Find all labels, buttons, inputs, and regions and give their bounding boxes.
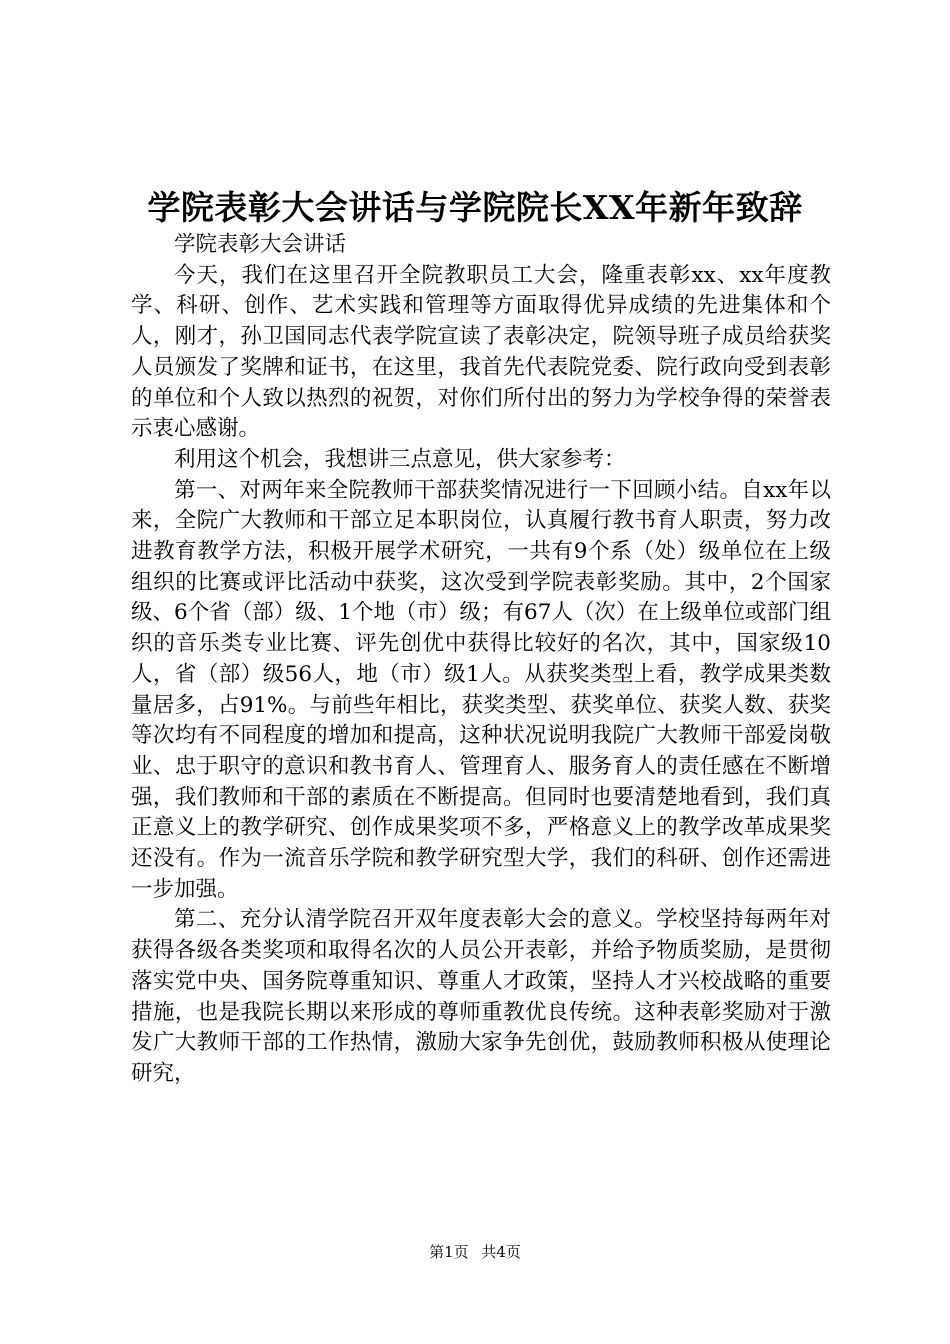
document-body [131,230,831,1090]
page-footer [0,1241,950,1263]
body-paragraph: 第一、对两年来全院教师干部获奖情况进行一下回顾小结。自xx年以来，全院广大教师和干部立足本职岗位，认真履行教书育人职责，努力改进教育教学方法，积极开展学术研究，一共有9个系（处）级单位在上级组织的比赛或评比活动中获奖，这次受到学院表彰奖励。其中，2个国家级、6个省（部）级、1个地（市）级；有67人（次）在上级单位或部门组织的音乐类专业比赛、评先创优中获得比较好的名次，其中，国家级10人，省（部）级56人，地（市）级1人。从获奖类型上看，教学成果类数量居多，占91%。与前些年相比，获奖类型、获奖单位、获奖人数、获奖等次均有不同程度的增加和提高，这种状况说明我院广大教师干部爱岗敬业、忠于职守的意识和教书育人、管理育人、服务育人的责任感在不断增强，我们教师和干部的素质在不断提高。但同时也要清楚地看到，我们真正意义上的教学研究、创作成果奖项不多，严格意义上的教学改革成果奖还没有。作为一流音乐学院和教学研究型大学，我们的科研、创作还需进一步加强。 [131,477,831,902]
page-total: 共4页 [481,1243,521,1261]
section-heading: 学院表彰大会讲话 [174,232,347,257]
body-paragraph: 第二、充分认清学院召开双年度表彰大会的意义。学校坚持每两年对获得各级各类奖项和取得名次的人员公开表彰，并给予物质奖励，是贯彻落实党中央、国务院尊重知识、尊重人才政策，坚持人才兴校战略的重要措施，也是我院长期以来形成的尊师重教优良传统。这种表彰奖励对于激发广大教师干部的工作热情，激励大家争先创优，鼓励教师积极从使理论研究， [131,907,831,1086]
body-paragraph: 今天，我们在这里召开全院教职员工大会，隆重表彰xx、xx年度教学、科研、创作、艺术实践和管理等方面取得优异成绩的先进集体和个人，刚才，孙卫国同志代表学院宣读了表彰决定，院领导班子成员给获奖人员颁发了奖牌和证书，在这里，我首先代表院党委、院行政向受到表彰的单位和个人致以热烈的祝贺，对你们所付出的努力为学校争得的荣誉表示衷心感谢。 [131,262,831,442]
document-title: 学院表彰大会讲话与学院院长XX年新年致辞 [147,188,803,227]
page-number: 第1页 [429,1243,469,1261]
body-paragraph: 利用这个机会，我想讲三点意见，供大家参考： [174,446,626,472]
